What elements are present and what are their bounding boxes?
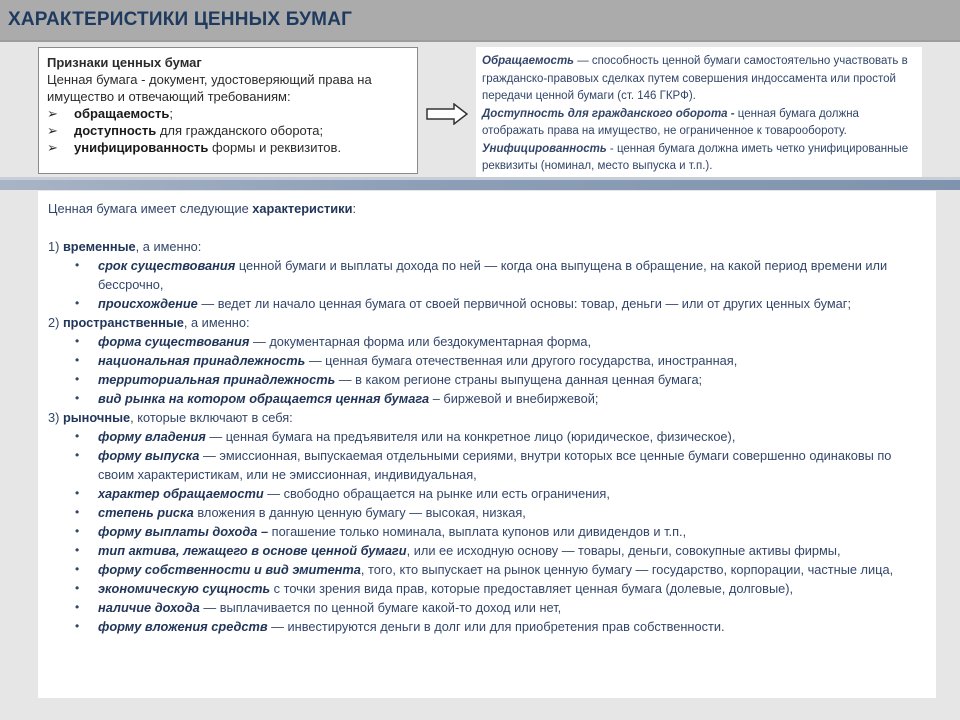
item-text: вложения в данную ценную бумагу — высокая, низкая, [193, 505, 526, 520]
item-bold: форму выпуска [98, 448, 200, 463]
item-bold: форма существования [98, 334, 250, 349]
item-text: , или ее исходную основу — товары, деньги, совокупные активы фирмы, [406, 543, 841, 558]
right-arrow-icon [426, 103, 468, 125]
list-item [47, 139, 409, 156]
list-item [48, 560, 926, 579]
section-title: временные [62, 239, 136, 254]
section-spatial [48, 313, 926, 332]
item-bold: форму владения [98, 429, 206, 444]
bullet-icon: • [75, 448, 80, 462]
item-bold: характер обращаемости [98, 486, 264, 501]
definitions-box [476, 47, 922, 179]
item-text: — выплачивается по ценной бумаге какой-то доход или нет, [199, 600, 562, 615]
section-rest: , а именно: [135, 239, 202, 254]
list-item [48, 522, 926, 541]
item-text: — в каком регионе страны выпущена данная ценная бумага; [335, 372, 703, 387]
item-text: погашение только номинала, выплата купонов или дивидендов и т.п., [268, 524, 687, 539]
list-item [48, 427, 926, 446]
section-title: пространственные [62, 315, 184, 330]
term-unification: Унифицированность [482, 142, 607, 155]
intro-bold: характеристики [252, 201, 353, 216]
section-market [48, 408, 926, 427]
item-text: ; [169, 106, 173, 121]
definition-text: — способность ценной бумаги самостоятельно участвовать в гражданско-правовых сделках путем совершения индоссамента или простой передачи ценной бумаги (ст. 146 ГКРФ). [482, 55, 908, 102]
section-number: 1) [48, 239, 63, 254]
signs-box [38, 47, 418, 174]
item-text: — эмиссионная, выпускаемая отдельными сериями, внутри которых все ценные бумаги совершенно одинаковы по своим характеристикам, или не эмиссионная, индивидуальная, [98, 448, 892, 482]
item-bold: национальная принадлежность [98, 353, 306, 368]
arrow-bullet-icon: ➢ [47, 106, 58, 121]
item-bold: степень риска [98, 505, 194, 520]
list-item [48, 617, 926, 636]
item-bold: срок существования [98, 258, 236, 273]
item-text: для гражданского оборота; [156, 123, 324, 138]
term-circulation: Обращаемость [482, 55, 575, 67]
section-number: 3) [48, 410, 63, 425]
item-bold: форму собственности и вид эмитента [98, 562, 361, 577]
divider-stripe [0, 180, 960, 190]
item-bold: территориальная принадлежность [98, 372, 336, 387]
bullet-icon: • [75, 353, 80, 367]
item-text: , того, кто выпускает на рынок ценную бумагу — государство, корпорации, частные лица, [360, 562, 894, 577]
item-bold: тип актива, лежащего в основе ценной бумаги [98, 543, 407, 558]
list-item [48, 541, 926, 560]
list-item [48, 598, 926, 617]
definition-text: - ценная бумага должна иметь четко унифицированные реквизиты (номинал, место выпуска и т.п.). [482, 142, 909, 172]
bullet-icon: • [75, 600, 80, 614]
list-item [48, 579, 926, 598]
item-text: — ценная бумага на предъявителя или на конкретное лицо (юридическое, физическое), [205, 429, 736, 444]
intro-text: Ценная бумага имеет следующие [48, 201, 253, 216]
bullet-icon: • [75, 619, 80, 633]
bullet-icon: • [75, 562, 80, 576]
section-temporal [48, 237, 926, 256]
list-item [48, 446, 926, 484]
list-item [48, 503, 926, 522]
bullet-icon: • [75, 524, 80, 538]
section-rest: , которые включают в себя: [130, 410, 293, 425]
title-bar [0, 0, 960, 42]
item-text: — свободно обращается на рынке или есть ограничения, [263, 486, 610, 501]
item-text: — ценная бумага отечественная или другого государства, иностранная, [305, 353, 738, 368]
list-item [48, 484, 926, 503]
list-item [47, 122, 409, 139]
item-text: — документарная форма или бездокументарная форма, [249, 334, 592, 349]
bullet-icon: • [75, 505, 80, 519]
item-bold: экономическую сущность [98, 581, 271, 596]
bullet-icon: • [75, 372, 80, 386]
list-item [47, 105, 409, 122]
section-rest: , а именно: [183, 315, 250, 330]
bullet-icon: • [75, 391, 80, 405]
bullet-icon: • [75, 543, 80, 557]
list-item [48, 256, 926, 294]
bullet-icon: • [75, 296, 80, 310]
item-text: – биржевой и внебиржевой; [429, 391, 599, 406]
spacer [48, 218, 926, 237]
definition-term [482, 108, 735, 120]
definition-term [482, 143, 607, 155]
bullet-icon: • [75, 581, 80, 595]
section-title: рыночные [62, 410, 131, 425]
bullet-icon: • [75, 258, 80, 272]
list-item [48, 332, 926, 351]
arrow-bullet-icon: ➢ [47, 123, 58, 138]
item-bold: обращаемость [74, 106, 170, 121]
page-title: ХАРАКТЕРИСТИКИ ЦЕННЫХ БУМАГ [8, 9, 353, 30]
characteristics-intro [48, 199, 926, 218]
definition-text: ценная бумага должна отображать права на имущество, не ограниченное к товарообороту. [482, 107, 859, 137]
item-text: — ведет ли начало ценная бумага от своей первичной основы: товар, деньги — или от других ценных бумаг; [197, 296, 852, 311]
signs-intro: Ценная бумага - документ, удостоверяющий права на имущество и отвечающий требованиям: [47, 72, 372, 104]
item-bold: происхождение [98, 296, 198, 311]
definition-term [482, 55, 574, 67]
item-text: ценной бумаги и выплаты дохода по ней — когда она выпущена в обращение, на какой период времени или бессрочно, [98, 258, 888, 292]
bullet-icon: • [75, 429, 80, 443]
item-text: — инвестируются деньги в долг или для приобретения прав собственности. [267, 619, 725, 634]
bullet-icon: • [75, 486, 80, 500]
signs-heading: Признаки ценных бумаг [47, 55, 202, 70]
bullet-icon: • [75, 334, 80, 348]
item-bold: наличие дохода [98, 600, 200, 615]
signs-list [47, 105, 409, 156]
item-bold: унифицированность [74, 140, 209, 155]
list-item [48, 351, 926, 370]
item-bold: доступность [74, 123, 157, 138]
list-item [48, 294, 926, 313]
section-number: 2) [48, 315, 63, 330]
item-bold: вид рынка на котором обращается ценная бумага [98, 391, 430, 406]
characteristics-box [38, 191, 936, 698]
intro-end: : [352, 201, 357, 216]
list-item [48, 389, 926, 408]
arrow-bullet-icon: ➢ [47, 140, 58, 155]
item-bold: форму вложения средств [98, 619, 268, 634]
item-text: с точки зрения вида прав, которые предоставляет ценная бумага (долевые, долговые), [270, 581, 794, 596]
item-bold: форму выплаты дохода – [98, 524, 269, 539]
term-accessibility: Доступность для гражданского оборота - [482, 107, 735, 120]
item-text: формы и реквизитов. [208, 140, 342, 155]
list-item [48, 370, 926, 389]
